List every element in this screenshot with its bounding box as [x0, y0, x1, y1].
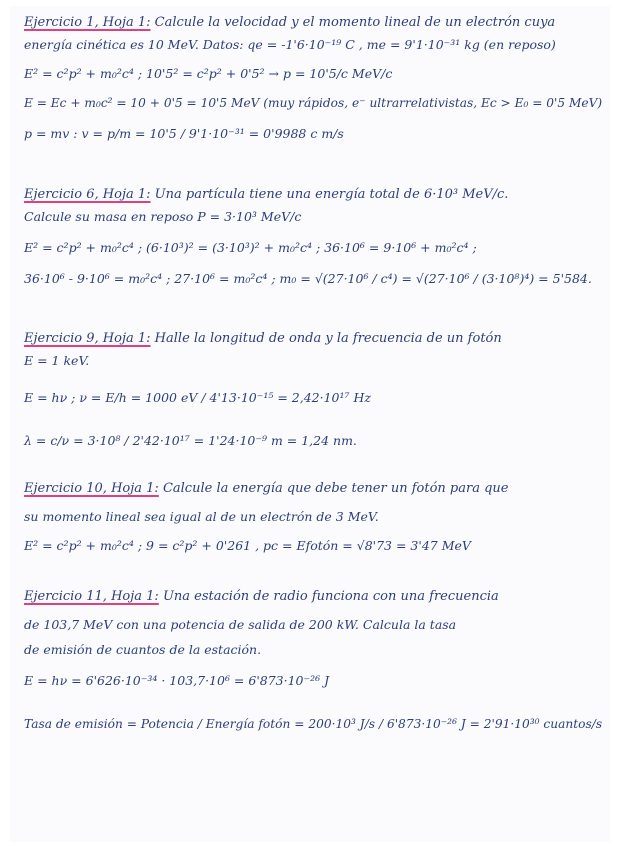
exercise-10 [24, 478, 602, 556]
exercise-1 [24, 12, 602, 144]
exercise-9-header [24, 328, 602, 350]
exercise-10-header [24, 478, 602, 500]
exercise-10-work-1: E² = c²p² + m₀²c⁴ ; 9 = c²p² + 0'261 , pc = Efotón = √8'73 = 3'47 MeV [24, 538, 471, 553]
exercise-10-statement-2: su momento lineal sea igual al de un electrón de 3 MeV. [24, 509, 379, 524]
exercise-9-work-1: E = hν ; ν = E/h = 1000 eV / 4'13·10⁻¹⁵ = 2,42·10¹⁷ Hz [24, 390, 371, 405]
exercise-1-statement-1: Calcule la velocidad y el momento lineal de un electrón cuya [154, 15, 556, 30]
exercise-11-work-2: Tasa de emisión = Potencia / Energía fotón = 200·10³ J/s / 6'873·10⁻²⁶ J = 2'91·10³⁰ cuantos/s [24, 716, 603, 731]
exercise-9-work-2: λ = c/ν = 3·10⁸ / 2'42·10¹⁷ = 1'24·10⁻⁹ m = 1,24 nm. [24, 433, 357, 448]
exercise-6-title: Ejercicio 6, Hoja 1: [24, 187, 151, 202]
exercise-6-statement-1: Una partícula tiene una energía total de 6·10³ MeV/c. [154, 187, 509, 202]
exercise-1-work-1: E² = c²p² + m₀²c⁴ ; 10'5² = c²p² + 0'5² → p = 10'5/c MeV/c [24, 66, 393, 81]
exercise-6 [24, 184, 602, 289]
exercise-6-work-2: 36·10⁶ - 9·10⁶ = m₀²c⁴ ; 27·10⁶ = m₀²c⁴ ; m₀ = √(27·10⁶ / c⁴) = √(27·10⁶ / (3·10⁸)⁴) = 5'584. [24, 271, 592, 286]
exercise-10-statement-1: Calcule la energía que debe tener un fotón para que [162, 481, 509, 496]
exercise-11-work-1: E = hν = 6'626·10⁻³⁴ · 103,7·10⁶ = 6'873·10⁻²⁶ J [24, 673, 330, 688]
exercise-1-work-3: p = mv : v = p/m = 10'5 / 9'1·10⁻³¹ = 0'9988 c m/s [24, 126, 344, 141]
exercise-6-header [24, 184, 602, 206]
exercise-1-title: Ejercicio 1, Hoja 1: [24, 15, 151, 30]
exercise-1-statement-2: energía cinética es 10 MeV. Datos: qe = -1'6·10⁻¹⁹ C , me = 9'1·10⁻³¹ kg (en reposo) [24, 37, 556, 52]
exercise-1-header [24, 12, 602, 34]
exercise-9-statement-1: Halle la longitud de onda y la frecuencia de un fotón [154, 331, 502, 346]
exercise-11-header [24, 586, 602, 608]
exercise-11 [24, 586, 602, 734]
notebook-page [10, 6, 610, 842]
exercise-11-title: Ejercicio 11, Hoja 1: [24, 589, 159, 604]
exercise-6-work-1: E² = c²p² + m₀²c⁴ ; (6·10³)² = (3·10³)² + m₀²c⁴ ; 36·10⁶ = 9·10⁶ + m₀²c⁴ ; [24, 240, 477, 255]
exercise-9-statement-2: E = 1 keV. [24, 353, 90, 368]
exercise-11-statement-3: de emisión de cuantos de la estación. [24, 642, 262, 657]
exercise-9-title: Ejercicio 9, Hoja 1: [24, 331, 151, 346]
exercise-1-work-2: E = Ec + m₀c² = 10 + 0'5 = 10'5 MeV (muy rápidos, e⁻ ultrarrelativistas, Ec > E₀ = 0'5 MeV) [24, 95, 603, 110]
exercise-11-statement-2: de 103,7 MeV con una potencia de salida de 200 kW. Calcula la tasa [24, 617, 457, 632]
exercise-9 [24, 328, 602, 451]
exercise-6-statement-2: Calcule su masa en reposo P = 3·10³ MeV/c [24, 209, 302, 224]
exercise-11-statement-1: Una estación de radio funciona con una frecuencia [162, 589, 499, 604]
exercise-10-title: Ejercicio 10, Hoja 1: [24, 481, 159, 496]
